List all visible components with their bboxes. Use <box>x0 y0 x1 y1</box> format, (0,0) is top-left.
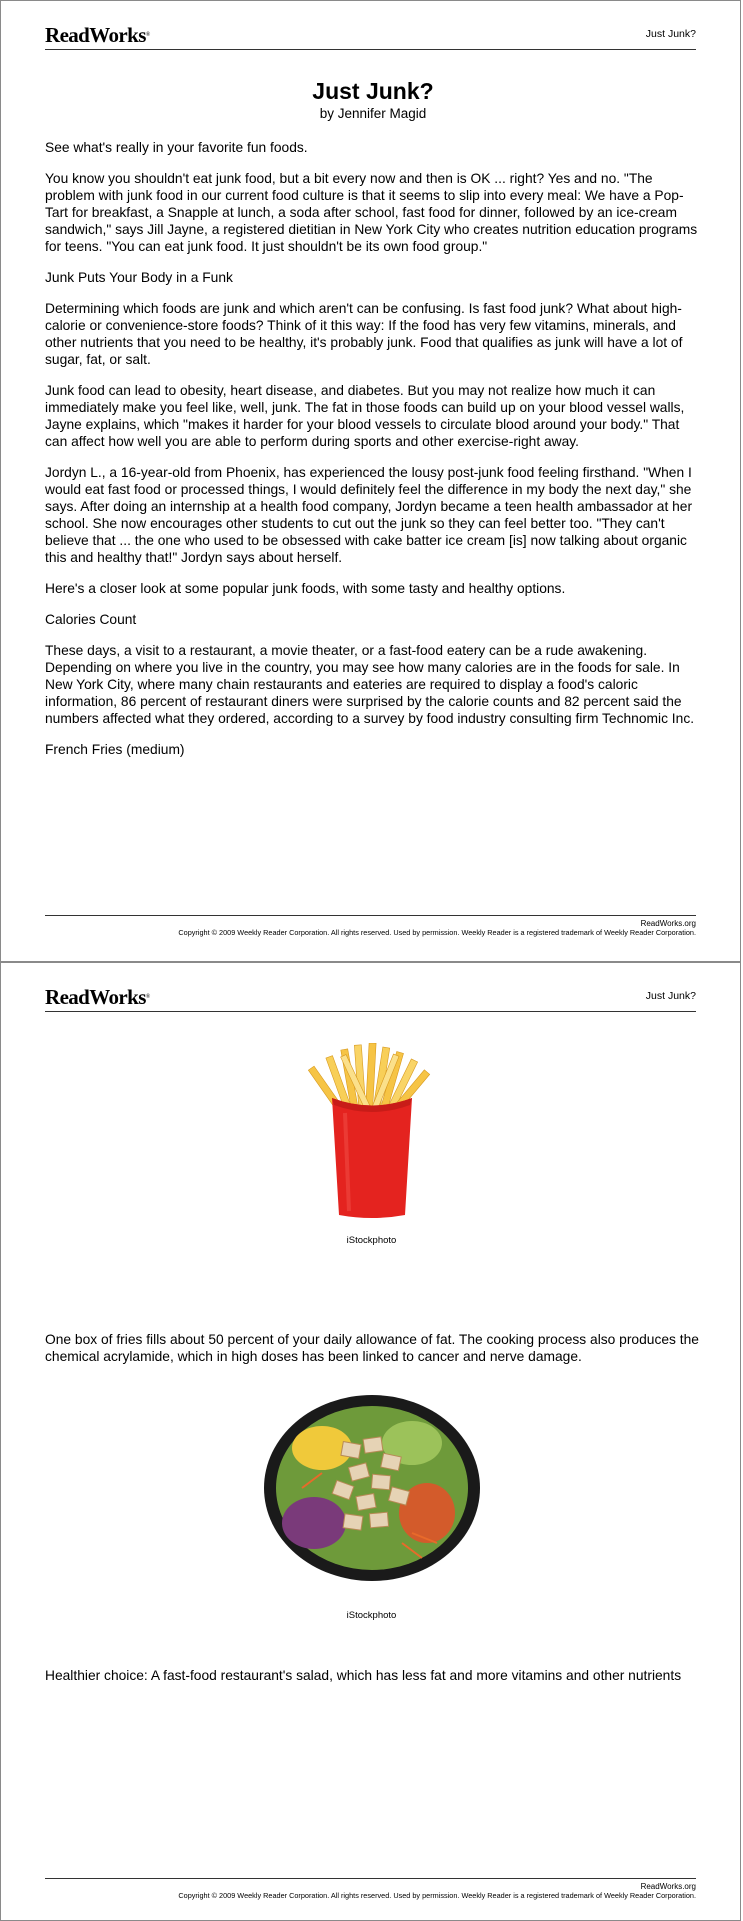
salad-image <box>1 1393 742 1583</box>
paragraph: Here's a closer look at some popular junk foods, with some tasty and healthy options. <box>45 581 566 596</box>
page-footer <box>45 1878 696 1900</box>
intro-paragraph: See what's really in your favorite fun foods. <box>45 140 308 155</box>
page-header <box>45 23 696 50</box>
header-doc-title: Just Junk? <box>645 28 696 40</box>
article-body-page-2 <box>45 1331 701 1379</box>
paragraph: Jordyn L., a 16-year-old from Phoenix, has experienced the lousy post-junk food feeling firsthand. "When I would eat fast food or processed things, I would definitely feel the difference in my body the next day," she says. After doing an internship at a health food company, Jordyn became a teen health ambassador at her school. She now encourages other students to cut out the junk so they can feel better too. "They can't believe that ... the one who used to be obsessed with cake batter ice cream [is] now talking about organic this and healthy that!" Jordyn says about herself. <box>45 465 693 565</box>
footer-site: ReadWorks.org <box>640 1882 696 1891</box>
page-header <box>45 985 696 1012</box>
paragraph: Junk food can lead to obesity, heart disease, and diabetes. But you may not realize how much it can immediately make you feel like, well, junk. The fat in those foods can build up on your blood vessel walls, Jayne explains, which "makes it harder for your blood vessels to circulate blood around your body." That can affect how well you are able to perform during sports and other exercise-right away. <box>45 383 685 449</box>
paragraph: One box of fries fills about 50 percent of your daily allowance of fat. The cooking process also produces the chemical acrylamide, which in high doses has been linked to cancer and nerve damage. <box>45 1332 699 1364</box>
footer-copyright: Copyright © 2009 Weekly Reader Corporation. All rights reserved. Used by permission. Weekly Reader is a registered trademark of Weekly Reader Corporation. <box>178 928 696 937</box>
section-heading: Junk Puts Your Body in a Funk <box>45 270 233 285</box>
salad-photo-icon <box>262 1393 482 1583</box>
page-1 <box>0 0 741 962</box>
readworks-logo: ReadWorks® <box>45 985 150 1009</box>
paragraph: These days, a visit to a restaurant, a movie theater, or a fast-food eatery can be a rude awakening. Depending on where you live in the country, you may see how many calories are in the foods for sale. In New York City, where many chain restaurants and eateries are required to display a food's caloric information, 86 percent of restaurant diners were surprised by the calorie counts and 82 percent said the numbers affected what they ordered, according to a survey by food industry consulting firm Technomic Inc. <box>45 643 695 726</box>
section-heading: Calories Count <box>45 612 137 627</box>
image-caption: iStockphoto <box>346 1610 397 1621</box>
article-byline: by Jennifer Magid <box>319 106 427 121</box>
footer-copyright: Copyright © 2009 Weekly Reader Corporation. All rights reserved. Used by permission. Weekly Reader is a registered trademark of Weekly Reader Corporation. <box>178 1891 696 1900</box>
image-caption: iStockphoto <box>346 1235 397 1246</box>
header-doc-title: Just Junk? <box>645 990 696 1002</box>
paragraph: Determining which foods are junk and which aren't can be confusing. Is fast food junk? What about high-calorie or convenience-store foods? Think of it this way: If the food has very few vitamins, minerals, and other nutrients that you need to be healthy, it's probably junk. Food that qualifies as junk will have a lot of sugar, fat, or salt. <box>45 301 683 367</box>
french-fries-image <box>1 1043 742 1223</box>
article-body-page-2-end <box>45 1667 701 1698</box>
article-title: Just Junk? <box>312 78 434 104</box>
paragraph: Healthier choice: A fast-food restaurant's salad, which has less fat and more vitamins and other nutrients <box>45 1668 682 1683</box>
french-fries-photo-icon <box>287 1043 457 1223</box>
page-2 <box>0 962 741 1921</box>
footer-site: ReadWorks.org <box>640 919 696 928</box>
article-body-page-1 <box>45 77 701 772</box>
paragraph: You know you shouldn't eat junk food, but a bit every now and then is OK ... right? Yes and no. "The problem with junk food in our current food culture is that it seems to slip into every meal: We have a Pop-Tart for breakfast, a Snapple at lunch, a soda after school, fast food for dinner, followed by an ice-cream sandwich," says Jill Jayne, a registered dietitian in New York City who creates nutrition education programs for teens. "You can eat junk food. It just shouldn't be its own food group." <box>45 171 698 254</box>
readworks-logo: ReadWorks® <box>45 23 150 47</box>
section-heading: French Fries (medium) <box>45 742 185 757</box>
page-footer <box>45 915 696 937</box>
